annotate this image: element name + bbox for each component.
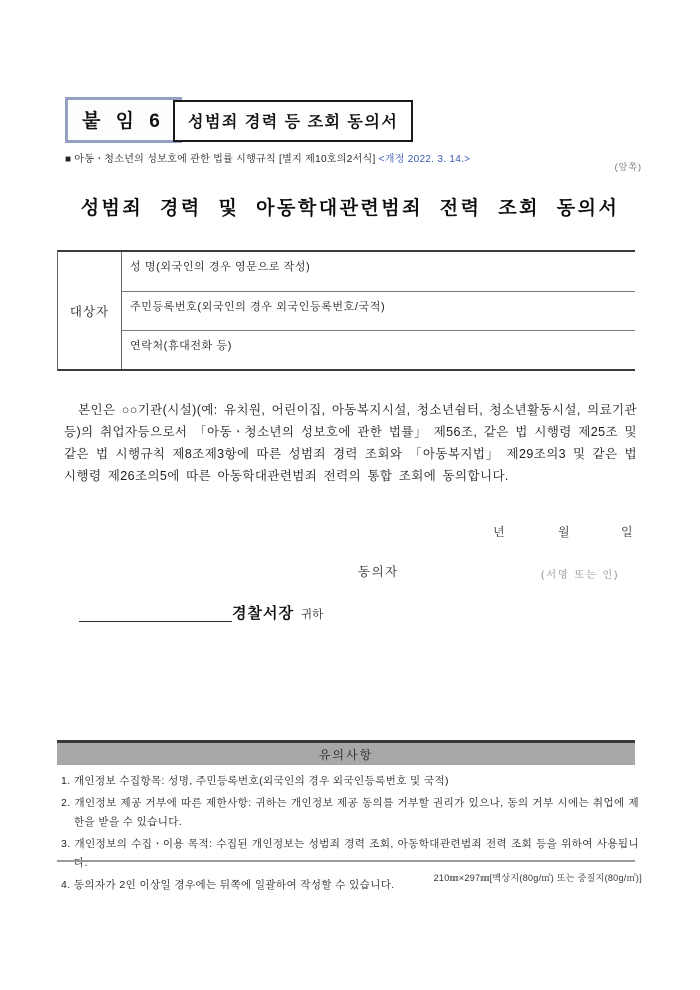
notice-item-3: 3. 개인정보의 수집ㆍ이용 목적: 수집된 개인정보는 성범죄 경력 조회, 아동학대관련범죄 전력 조회 등을 위하여 사용됩니다. <box>61 837 639 869</box>
date-year-label: 년 <box>493 525 505 539</box>
form-subject-box: 성범죄 경력 등 조회 동의서 <box>173 100 413 142</box>
consent-statement-paragraph: 본인은 ○○기관(시설)(예: 유치원, 어린이집, 아동복지시설, 청소년쉼터, 청소년활동시설, 의료기관 등)의 취업자등으로서 「아동ㆍ청소년의 성보호에 관한 법률」 제56조, 같은 법 시행령 제25조 및 같은 법 시행규칙 제8조제3항에 따른 성범죄 경력 조회와 「아동복지법」 제29조의3 및 같은 법 시행령 제26조의5에 따른 아동학대관련범죄 전력의 통합 조회에 동의합니다. <box>64 403 638 483</box>
page-side-label: (앞쪽) <box>614 162 642 172</box>
consenter-label: 동의자 <box>358 565 399 579</box>
date-day-label: 일 <box>621 525 633 539</box>
signature-hint: (서명 또는 인) <box>541 570 620 581</box>
contact-field-label: 연락처(휴대전화 등) <box>130 340 232 352</box>
regulation-reference-line <box>65 150 470 165</box>
name-field-label: 성 명(외국인의 경우 영문으로 작성) <box>130 261 311 273</box>
notice-item-4: 4. 동의자가 2인 이상일 경우에는 뒤쪽에 일괄하여 작성할 수 있습니다. <box>61 878 395 891</box>
subject-fields <box>122 252 635 369</box>
police-station-name-blank[interactable] <box>79 600 232 622</box>
recipient-honorific: 귀하 <box>301 609 324 621</box>
resident-number-input-area[interactable] <box>302 312 627 328</box>
revision-date-text: <개정 2022. 3. 14.> <box>378 154 471 165</box>
resident-number-field-row <box>122 292 635 331</box>
recipient-title: 경찰서장 <box>232 605 294 622</box>
date-month-label: 월 <box>558 525 570 539</box>
name-field-input-area[interactable] <box>302 272 627 288</box>
notice-item-2: 2. 개인정보 제공 거부에 따른 제한사항: 귀하는 개인정보 제공 동의를 거부할 권리가 있으나, 동의 거부 시에는 취업에 제한을 받을 수 있습니다. <box>61 796 639 828</box>
contact-field-row <box>122 331 635 369</box>
notice-header-bar <box>57 740 635 765</box>
form-title: 성범죄 경력 및 아동학대관련범죄 전력 조회 동의서 <box>80 198 620 219</box>
name-field-row <box>122 252 635 292</box>
resident-number-field-label: 주민등록번호(외국인의 경우 외국인등록번호/국적) <box>130 301 386 313</box>
subject-info-table <box>57 250 635 371</box>
regulation-reference-text: ■ 아동ㆍ청소년의 성보호에 관한 법률 시행규칙 [별지 제10호의2서식] <box>65 154 379 165</box>
notice-item-1: 1. 개인정보 수집항목: 성명, 주민등록번호(외국인의 경우 외국인등록번호 및 국적) <box>61 775 449 787</box>
attachment-number-box: 붙 임 6 <box>65 97 182 143</box>
paper-spec-footer: 210㎜×297㎜[백상지(80g/㎡) 또는 중질지(80g/㎡)] <box>433 873 642 883</box>
subject-row-header: 대상자 <box>58 252 122 369</box>
notice-header-label: 유의사항 <box>318 747 374 762</box>
contact-input-area[interactable] <box>302 351 627 367</box>
signature-input-area[interactable] <box>410 556 530 582</box>
bottom-divider-rule <box>57 860 635 862</box>
